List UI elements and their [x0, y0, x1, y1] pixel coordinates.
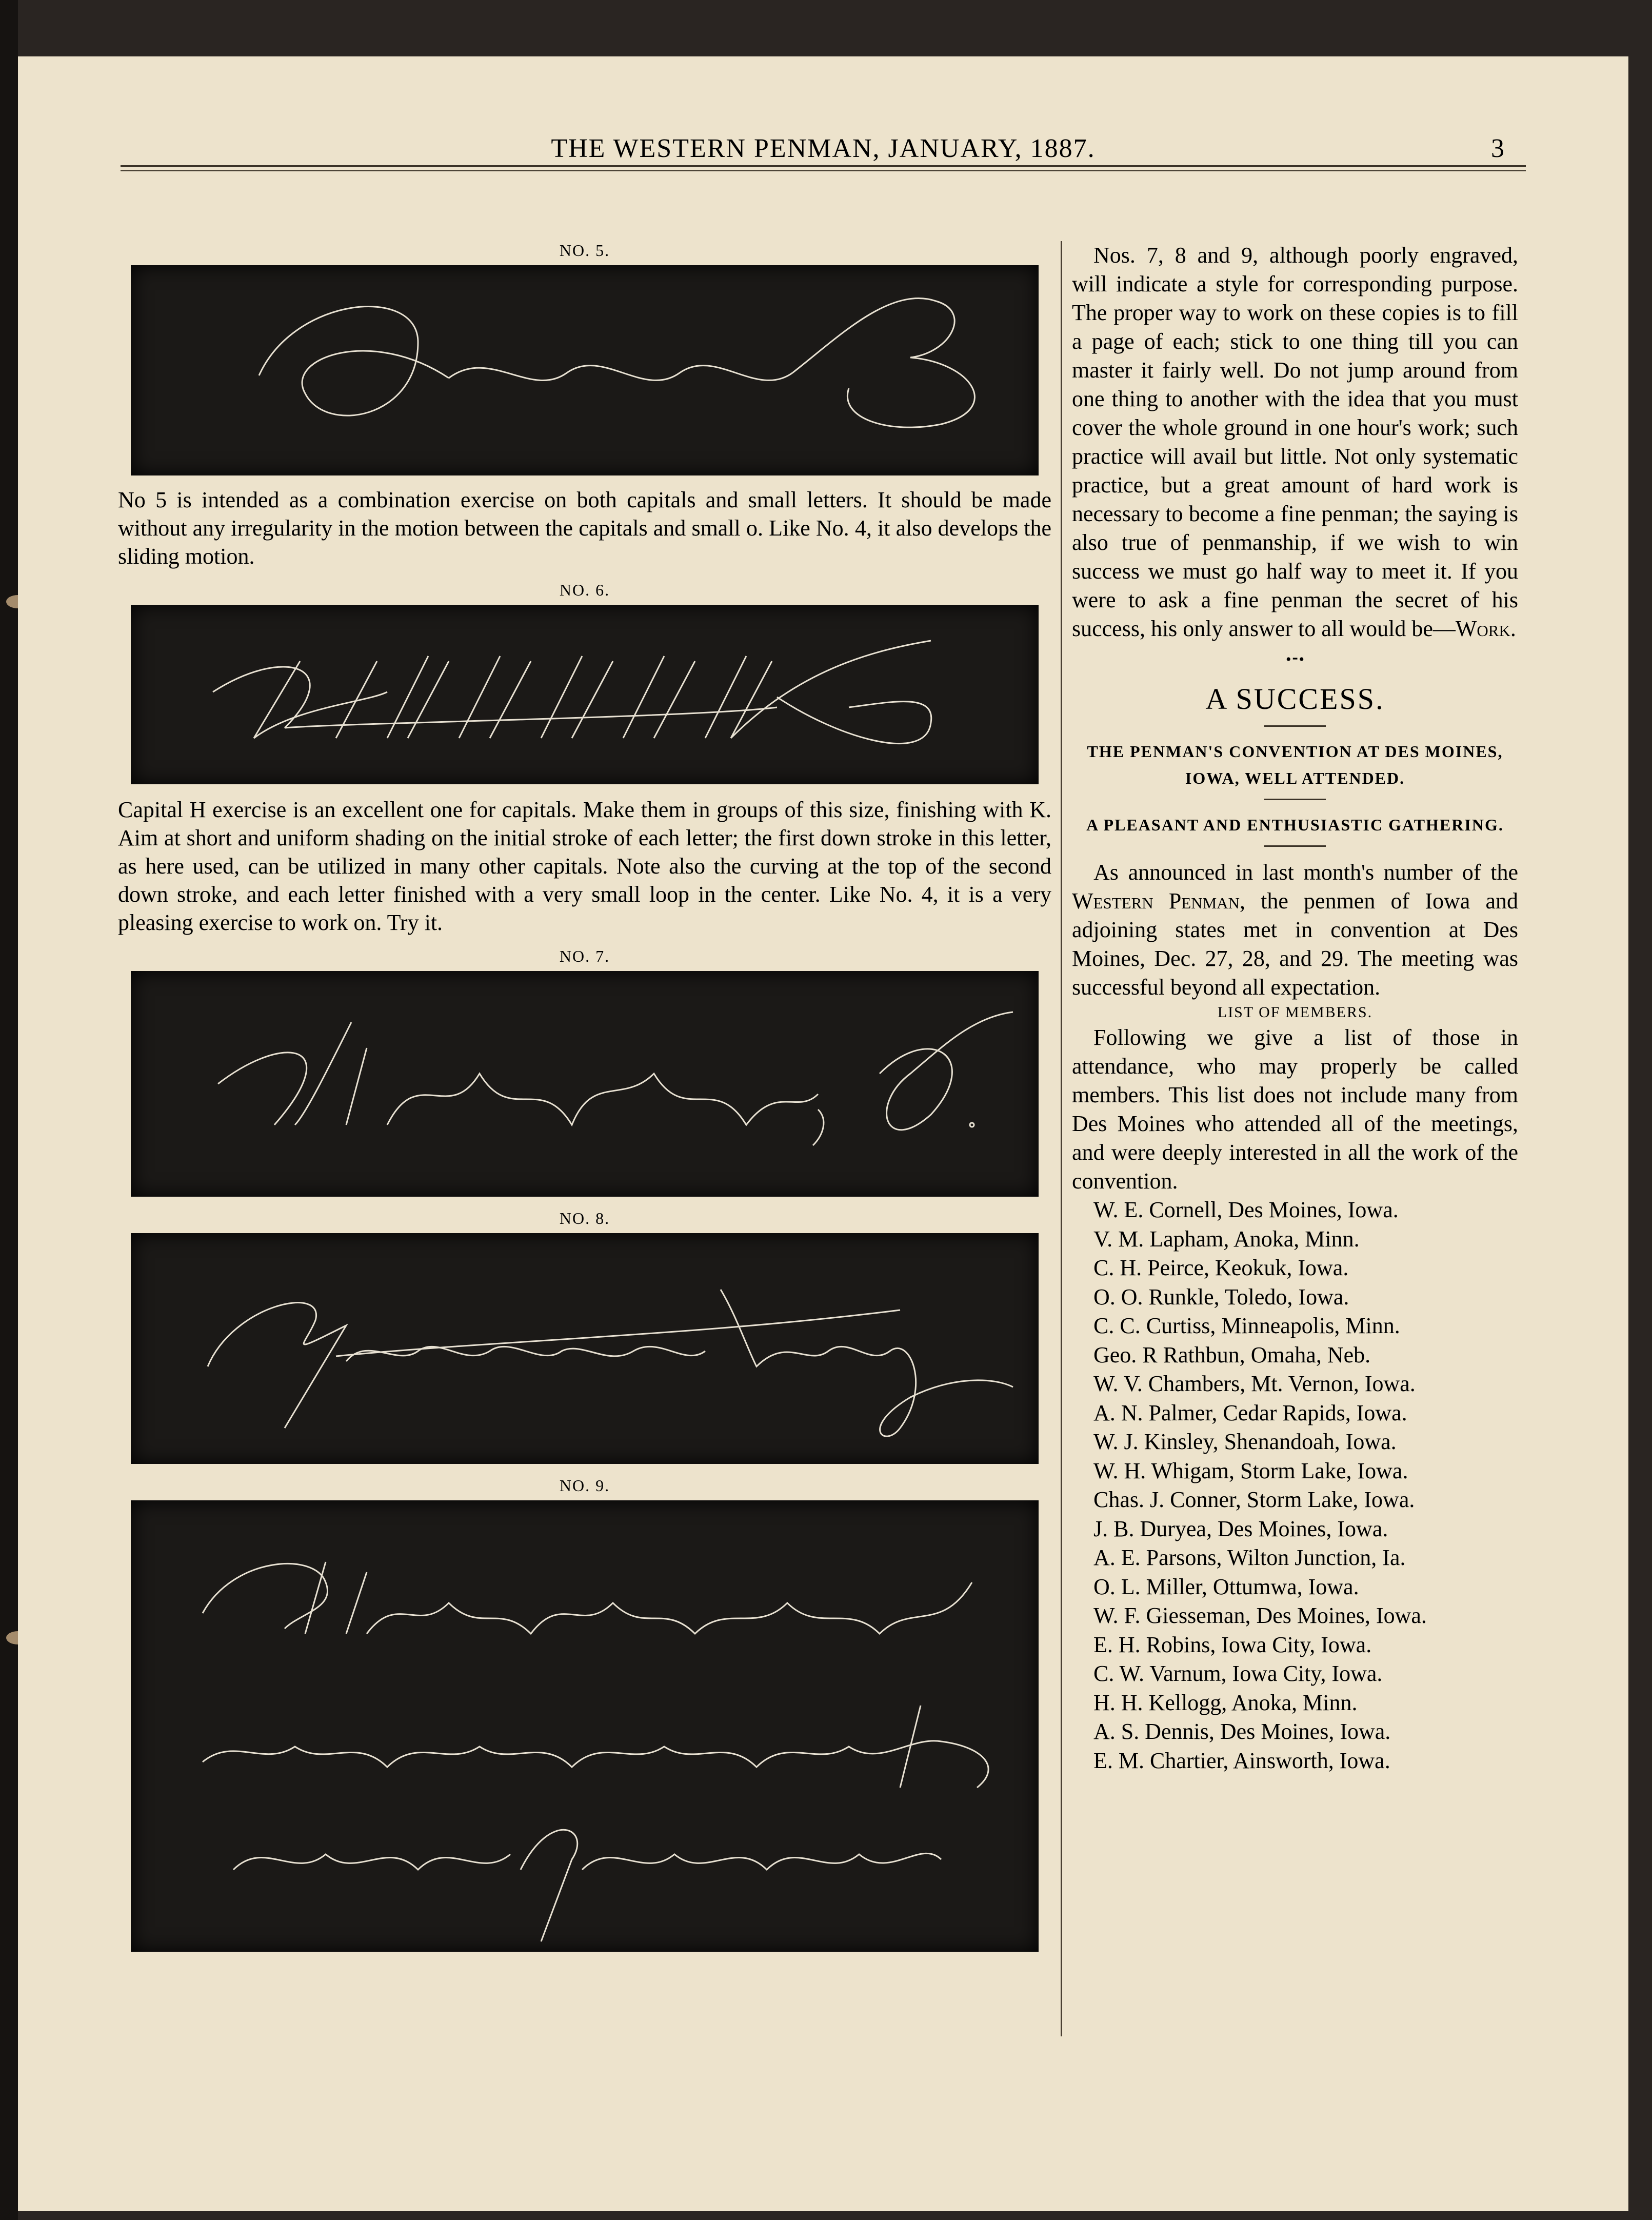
header-title: THE WESTERN PENMAN, JANUARY, 1887.	[551, 134, 1096, 163]
penmanship-plate-no9	[131, 1500, 1039, 1952]
list-item: Chas. J. Conner, Storm Lake, Iowa.	[1093, 1487, 1415, 1512]
subhead-rule	[1264, 799, 1326, 800]
penmanship-plate-no5	[131, 265, 1039, 475]
left-column	[118, 241, 1051, 1952]
list-item: A. E. Parsons, Wilton Junction, Ia.	[1093, 1545, 1406, 1570]
list-item: E. H. Robins, Iowa City, Iowa.	[1093, 1632, 1372, 1657]
running-header	[121, 128, 1526, 164]
page-number: 3	[1491, 134, 1505, 163]
figure-label: NO. 7.	[559, 947, 610, 965]
paragraph-no5: No 5 is intended as a combination exercise on both capitals and small letters. It should be made without any irregularity in the motion between the capitals and small o. Like No. 4, it also develops the sliding motion.	[118, 487, 1051, 569]
penmanship-plate-no6	[131, 605, 1039, 784]
member-list	[1072, 1196, 1518, 1775]
list-item: Geo. R Rathbun, Omaha, Neb.	[1093, 1342, 1371, 1367]
column-divider	[1061, 241, 1062, 2036]
list-item: A. N. Palmer, Cedar Rapids, Iowa.	[1093, 1400, 1407, 1425]
list-item: O. O. Runkle, Toledo, Iowa.	[1093, 1284, 1349, 1310]
plate-flourish	[131, 265, 1039, 475]
plate-flourish	[131, 605, 1039, 784]
plate-flourish	[131, 971, 1039, 1197]
paragraph-no6: Capital H exercise is an excellent one for capitals. Make them in groups of this size, finishing with K. Aim at short and uniform shading on the initial stroke of each letter; the first down stroke in this letter, as here used, can be utilized in many other capitals. Note also the curving at the top of the second down stroke, and each letter finished with a very small loop in the center. Like No. 4, it is a very pleasing exercise to work on. Try it.	[118, 797, 1051, 935]
binding-spine	[0, 0, 18, 2220]
intro-emphasis: Work.	[1455, 616, 1516, 641]
right-column	[1072, 241, 1518, 1775]
journal-name: Western Penman	[1072, 888, 1240, 914]
figure-label: NO. 8.	[559, 1209, 610, 1227]
penmanship-plate-no8	[131, 1233, 1039, 1464]
list-item: W. E. Cornell, Des Moines, Iowa.	[1093, 1197, 1399, 1222]
penmanship-plate-no7	[131, 971, 1039, 1197]
plate-flourish	[131, 1233, 1039, 1464]
article-subhead: THE PENMAN'S CONVENTION AT DES MOINES, IOWA, WELL ATTENDED.	[1087, 742, 1503, 787]
header-rule	[121, 170, 1526, 171]
article-heading: A SUCCESS.	[1205, 682, 1385, 716]
figure-label: NO. 6.	[559, 581, 610, 599]
figure-label: NO. 5.	[559, 241, 610, 260]
plate-flourish	[131, 1500, 1039, 1952]
list-item: C. C. Curtiss, Minneapolis, Minn.	[1093, 1313, 1400, 1338]
figure-label: NO. 9.	[559, 1476, 610, 1495]
list-item: A. S. Dennis, Des Moines, Iowa.	[1093, 1719, 1391, 1744]
announcement-paragraph	[1072, 858, 1518, 1002]
list-heading: LIST OF MEMBERS.	[1217, 1004, 1373, 1021]
list-item: E. M. Chartier, Ainsworth, Iowa.	[1093, 1748, 1390, 1773]
list-item: C. W. Varnum, Iowa City, Iowa.	[1093, 1661, 1383, 1686]
article-subhead: A PLEASANT AND ENTHUSIASTIC GATHERING.	[1086, 816, 1504, 834]
list-intro: Following we give a list of those in attendance, who may properly be called members. This list does not include many from Des Moines who attended all of the meetings, and were deeply interested in all the work of the convention.	[1072, 1025, 1518, 1194]
list-item: C. H. Peirce, Keokuk, Iowa.	[1093, 1255, 1349, 1280]
list-item: W. H. Whigam, Storm Lake, Iowa.	[1093, 1458, 1408, 1483]
section-ornament: •⁃•	[1285, 651, 1304, 668]
list-item: J. B. Duryea, Des Moines, Iowa.	[1093, 1516, 1388, 1541]
list-item: W. J. Kinsley, Shenandoah, Iowa.	[1093, 1429, 1397, 1454]
subhead-rule	[1264, 845, 1326, 847]
list-item: O. L. Miller, Ottumwa, Iowa.	[1093, 1574, 1359, 1599]
list-item: V. M. Lapham, Anoka, Minn.	[1093, 1226, 1360, 1252]
list-item: H. H. Kellogg, Anoka, Minn.	[1093, 1690, 1358, 1715]
heading-rule	[1264, 725, 1326, 727]
announcement-text: , the penmen of Iowa and adjoining states met in convention at Des Moines, Dec. 27, 28, and 29. The meeting was successful beyond all expectation.	[1072, 888, 1518, 1000]
announcement-text: As announced in last month's number of the	[1093, 860, 1518, 885]
list-item: W. V. Chambers, Mt. Vernon, Iowa.	[1093, 1371, 1416, 1396]
list-item: W. F. Giesseman, Des Moines, Iowa.	[1093, 1603, 1427, 1628]
intro-paragraph	[1072, 241, 1518, 643]
intro-text: Nos. 7, 8 and 9, although poorly engraved, will indicate a style for corresponding purpose. The proper way to work on these copies is to fill a page of each; stick to one thing till you can master it fairly well. Do not jump around from one thing to another with the idea that you must cover the whole ground in one hour's work; such practice will avail but little. Not only systematic practice, but a great amount of hard work is necessary to become a fine penman; the saying is also true of penmanship, if we wish to win success we must go half way to meet it. If you were to ask a fine penman the secret of his success, his only answer to all would be—	[1072, 243, 1518, 641]
header-rule	[121, 165, 1526, 167]
